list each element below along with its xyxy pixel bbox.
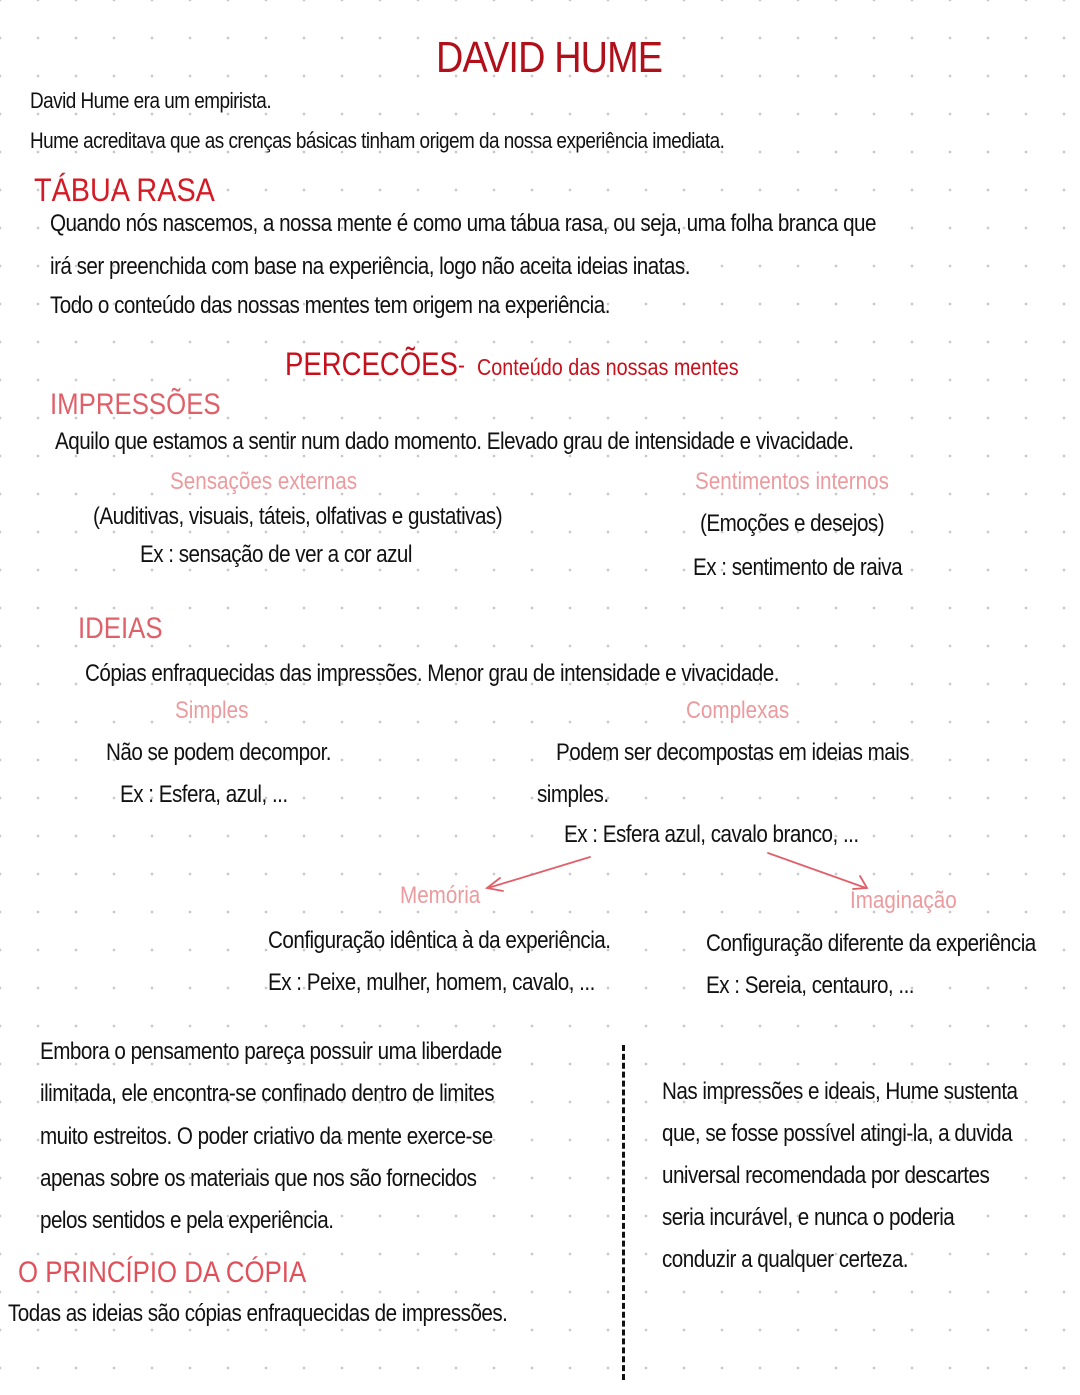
- percecoes-subtitle: Conteúdo das nossas mentes: [477, 354, 739, 380]
- side-note-line-5: conduzir a qualquer certeza.: [662, 1246, 909, 1273]
- heading-ideias: IDEIAS: [78, 612, 163, 645]
- imaginacao-detail: Configuração diferente da experiência: [706, 930, 1036, 957]
- arrow-to-memoria-icon: [488, 857, 590, 888]
- ideias-description: Cópias enfraquecidas das impressões. Menor grau de intensidade e vivacidade.: [85, 660, 779, 687]
- tabua-rasa-line-2: irá ser preenchida com base na experiência, logo não aceita ideias inatas.: [50, 253, 690, 280]
- heading-sentimentos-internos: Sentimentos internos: [695, 468, 889, 495]
- complexas-detail-line-2: simples.: [537, 781, 609, 808]
- heading-sensacoes-externas: Sensações externas: [170, 468, 358, 495]
- complexas-example: Ex : Esfera azul, cavalo branco, ...: [564, 821, 859, 848]
- side-note-line-3: universal recomendada por descartes: [662, 1162, 990, 1189]
- side-note-line-1: Nas impressões e ideais, Hume sustenta: [662, 1078, 1018, 1105]
- principio-copia-text: Todas as ideias são cópias enfraquecidas de impressões.: [8, 1300, 508, 1327]
- pensamento-line-2: ilimitada, ele encontra-se confinado dentro de limites: [40, 1080, 495, 1107]
- simples-example: Ex : Esfera, azul, ...: [120, 781, 288, 808]
- page-title: DAVID HUME: [436, 33, 663, 82]
- heading-memoria: Memória: [400, 882, 481, 909]
- side-note-line-2: que, se fosse possível atingi-la, a duvida: [662, 1120, 1013, 1147]
- heading-percecoes: PERCECÕES: [285, 346, 458, 382]
- heading-tabua-rasa: TÁBUA RASA: [34, 172, 215, 208]
- pensamento-line-4: apenas sobre os materiais que nos são fornecidos: [40, 1165, 477, 1192]
- sentimentos-internos-detail: (Emoções e desejos): [700, 510, 885, 537]
- sensacoes-externas-example: Ex : sensação de ver a cor azul: [140, 541, 412, 568]
- imaginacao-example: Ex : Sereia, centauro, ...: [706, 972, 915, 999]
- sentimentos-internos-example: Ex : sentimento de raiva: [693, 554, 903, 581]
- pensamento-line-1: Embora o pensamento pareça possuir uma liberdade: [40, 1038, 502, 1065]
- tabua-rasa-line-3: Todo o conteúdo das nossas mentes tem origem na experiência.: [50, 292, 610, 319]
- simples-detail: Não se podem decompor.: [106, 739, 332, 766]
- heading-principio-copia: O PRINCÍPIO DA CÓPIA: [18, 1256, 307, 1289]
- sensacoes-externas-detail: (Auditivas, visuais, táteis, olfativas e gustativas): [93, 503, 503, 530]
- side-note-line-4: seria incurável, e nunca o poderia: [662, 1204, 955, 1231]
- intro-line-1: David Hume era um empirista.: [30, 88, 272, 113]
- arrow-to-imaginacao-icon: [768, 853, 866, 888]
- tabua-rasa-line-1: Quando nós nascemos, a nossa mente é como uma tábua rasa, ou seja, uma folha branca que: [50, 210, 876, 237]
- impressoes-description: Aquilo que estamos a sentir num dado momento. Elevado grau de intensidade e vivacidade.: [55, 428, 854, 455]
- pensamento-line-3: muito estreitos. O poder criativo da mente exerce-se: [40, 1123, 493, 1150]
- dashed-divider: [622, 1045, 625, 1380]
- memoria-example: Ex : Peixe, mulher, homem, cavalo, ...: [268, 969, 595, 996]
- memoria-detail: Configuração idêntica à da experiência.: [268, 927, 611, 954]
- heading-impressoes: IMPRESSÕES: [50, 388, 221, 421]
- heading-imaginacao: Imaginação: [850, 887, 957, 914]
- heading-complexas: Complexas: [686, 697, 790, 724]
- heading-simples: Simples: [175, 697, 249, 724]
- complexas-detail-line-1: Podem ser decompostas em ideias mais: [556, 739, 910, 766]
- percecoes-separator: -: [458, 352, 465, 379]
- intro-line-2: Hume acreditava que as crenças básicas tinham origem da nossa experiência imediata.: [30, 128, 725, 153]
- pensamento-line-5: pelos sentidos e pela experiência.: [40, 1207, 334, 1234]
